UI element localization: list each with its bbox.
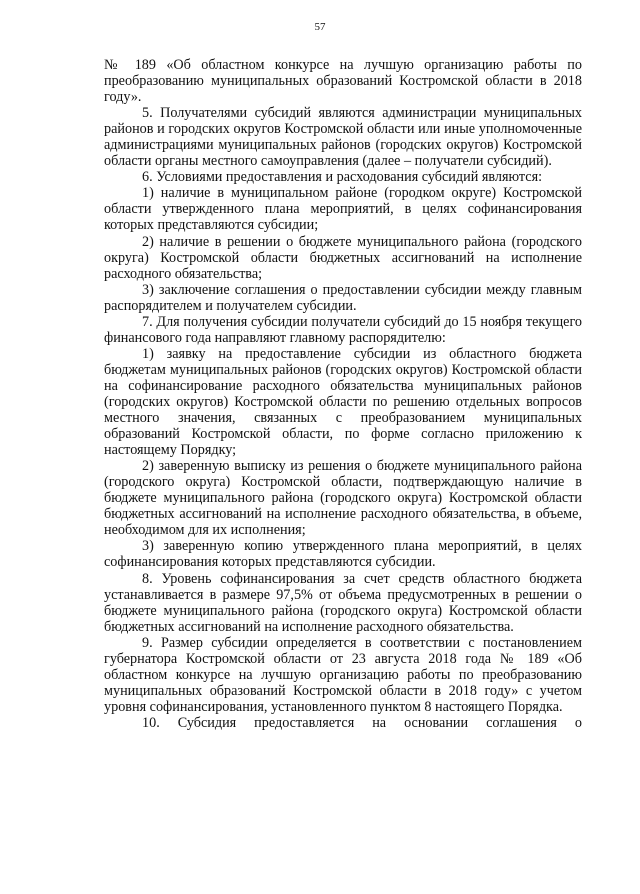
paragraph-8-cofinancing: 8. Уровень софинансирования за счет средств областного бюджета устанавливается в размере 97,5% от объема предусмотренных в решении о бюджете муниципального района (городского округа) Костромской области бюджетных ассигнований на исполнение расходного обязательства. (104, 570, 582, 635)
paragraph-7-submission: 7. Для получения субсидии получатели субсидий до 15 ноября текущего финансового года направляют главному распорядителю: (104, 313, 582, 346)
paragraph-6-item-3: 3) заключение соглашения о предоставлении субсидии между главным распорядителем и получателем субсидии. (104, 281, 582, 314)
paragraph-6-conditions: 6. Условиями предоставления и расходования субсидий являются: (142, 169, 543, 186)
paragraph-6-item-2: 2) наличие в решении о бюджете муниципального района (городского округа) Костромской области бюджетных ассигнований на исполнение расходного обязательства; (104, 233, 582, 282)
paragraph-10-agreement: 10. Субсидия предоставляется на основании соглашения о (142, 714, 582, 731)
paragraph-decree-reference: № 189 «Об областном конкурсе на лучшую организацию работы по преобразованию муниципальных образований Костромской области в 2018 году». (104, 57, 582, 106)
page-number: 57 (314, 21, 326, 33)
paragraph-5-recipients: 5. Получателями субсидий являются администрации муниципальных районов и городских округов Костромской области или иные уполномоченные администрациями муниципальных районов (городских округов) Костромской области органы местного самоуправления (далее – получатели субсидий). (104, 105, 582, 170)
paragraph-9-amount: 9. Размер субсидии определяется в соответствии с постановлением губернатора Костромской области от 23 августа 2018 года № 189 «Об областном конкурсе на лучшую организацию работы по преобразованию муниципальных образований Костромской области в 2018 году» с учетом уровня софинансирования, установленного пунктом 8 настоящего Порядка. (104, 634, 582, 715)
document-body (104, 57, 582, 731)
paragraph-7-item-1: 1) заявку на предоставление субсидии из областного бюджета бюджетам муниципальных районов (городских округов) Костромской области на софинансирование расходного обязательства муниципальных районов (городских округов) Костромской области по решению отдельных вопросов местного значения, связанных с преобразованием муниципальных образований Костромской области, по форме согласно приложению к настоящему Порядку; (104, 345, 582, 459)
paragraph-7-item-3: 3) заверенную копию утвержденного плана мероприятий, в целях софинансирования которых представляются субсидии. (104, 538, 582, 571)
paragraph-7-item-2: 2) заверенную выписку из решения о бюджете муниципального района (городского округа) Костромской области, подтверждающую наличие в бюджете муниципального района (городского округа) Костромской области бюджетных ассигнований на исполнение расходного обязательства, в объеме, необходимом для их исполнения; (104, 458, 582, 539)
paragraph-6-item-1: 1) наличие в муниципальном районе (городком округе) Костромской области утвержденного плана мероприятий, в целях софинансирования которых представляются субсидии; (104, 185, 582, 234)
